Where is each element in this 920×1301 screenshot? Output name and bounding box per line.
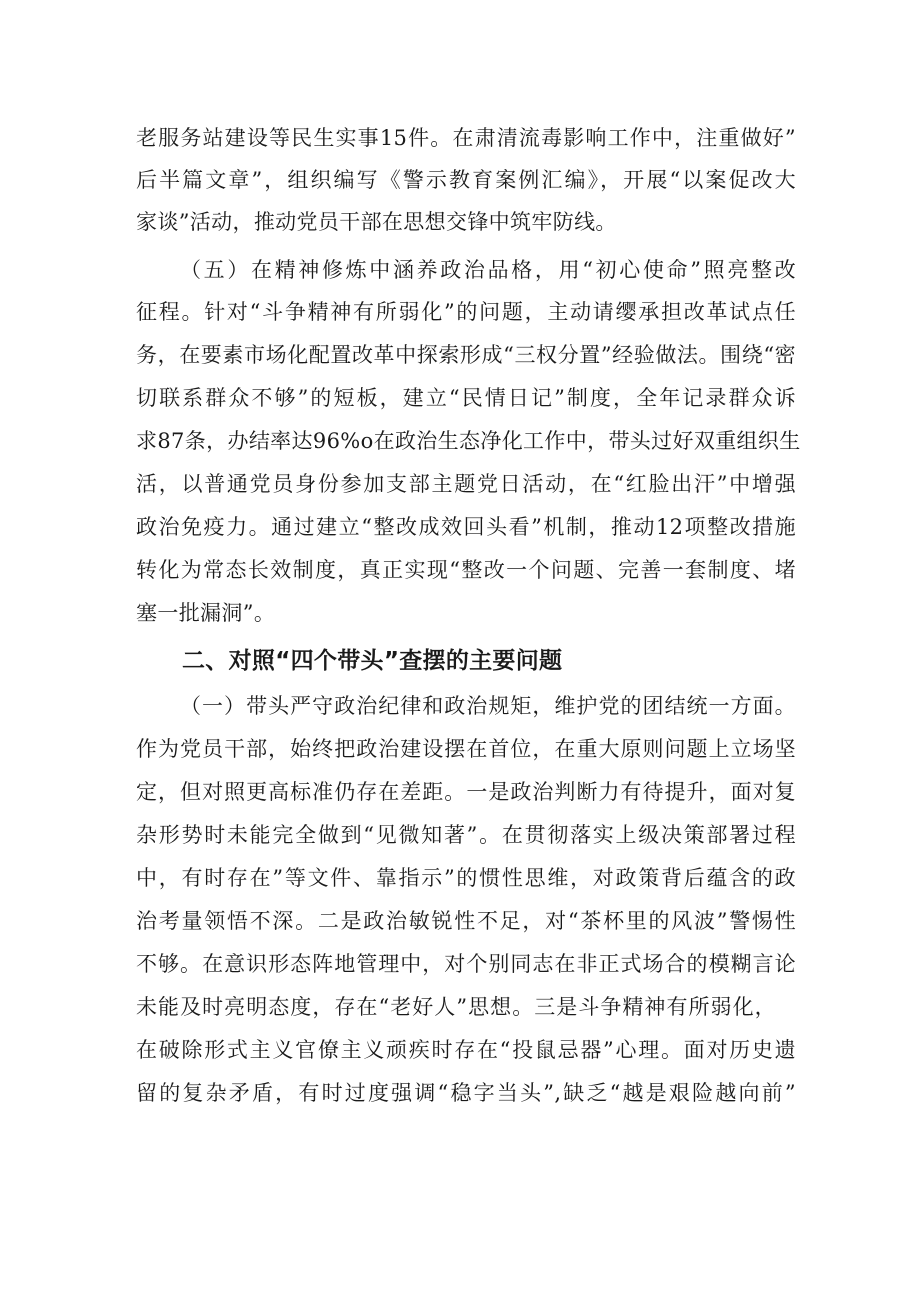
body-line: 老服务站建设等民生实事15件。在肃清流毒影响工作中，注重做好” [136,126,796,150]
paragraph-start-line: （五）在精神修炼中涵养政治品格，用“初心使命”照亮整改 [180,258,796,282]
body-line: 求87条，办结率达96%o在政治生态净化工作中，带头过好双重组织生 [136,429,801,453]
body-line: 务，在要素市场化配置改革中探索形成“三权分置”经验做法。围绕“密 [136,343,796,367]
body-line: 后半篇文章”，组织编写《警示教育案例汇编》，开展“以案促改大 [136,168,796,192]
body-line: 留的复杂矛盾，有时过度强调“稳字当头”,缺乏“越是艰险越向前” [136,1081,796,1105]
paragraph-start-line: （一）带头严守政治纪律和政治规矩，维护党的团结统一方面。 [180,694,796,718]
body-line: 征程。针对“斗争精神有所弱化”的问题，主动请缨承担改革试点任 [136,300,796,324]
body-line: 定，但对照更高标准仍存在差距。一是政治判断力有待提升，面对复 [136,780,796,804]
body-line: 不够。在意识形态阵地管理中，对个别同志在非正式场合的模糊言论 [136,952,796,976]
body-line: 治考量领悟不深。二是政治敏锐性不足，对“茶杯里的风波”警惕性 [136,909,797,933]
body-line: 家谈”活动，推动党员干部在思想交锋中筑牢防线。 [136,210,617,234]
body-line: 作为党员干部，始终把政治建设摆在首位，在重大原则问题上立场坚 [136,737,796,761]
body-line: 政治免疫力。通过建立“整改成效回头看”机制，推动12项整改措施 [136,515,796,539]
body-line: 切联系群众不够”的短板，建立“民情日记”制度，全年记录群众诉 [136,386,796,410]
body-line: 转化为常态长效制度，真正实现“整改一个问题、完善一套制度、堵 [136,558,796,582]
body-line: 杂形势时未能完全做到“见微知著”。在贯彻落实上级决策部署过程 [136,823,796,847]
body-line: 在破除形式主义官僚主义顽疾时存在“投鼠忌器”心理。面对历史遗 [136,1038,796,1062]
body-line: 中，有时存在”等文件、靠指示”的惯性思维，对政策背后蕴含的政 [136,866,796,890]
body-line: 塞一批漏洞”。 [136,601,276,625]
section-heading: 二、对照“四个带头”查摆的主要问题 [182,648,563,674]
body-line: 活，以普通党员身份参加支部主题党日活动，在“红脸出汗”中增强 [136,472,796,496]
body-line: 未能及时亮明态度，存在“老好人”思想。三是斗争精神有所弱化， [136,995,776,1019]
